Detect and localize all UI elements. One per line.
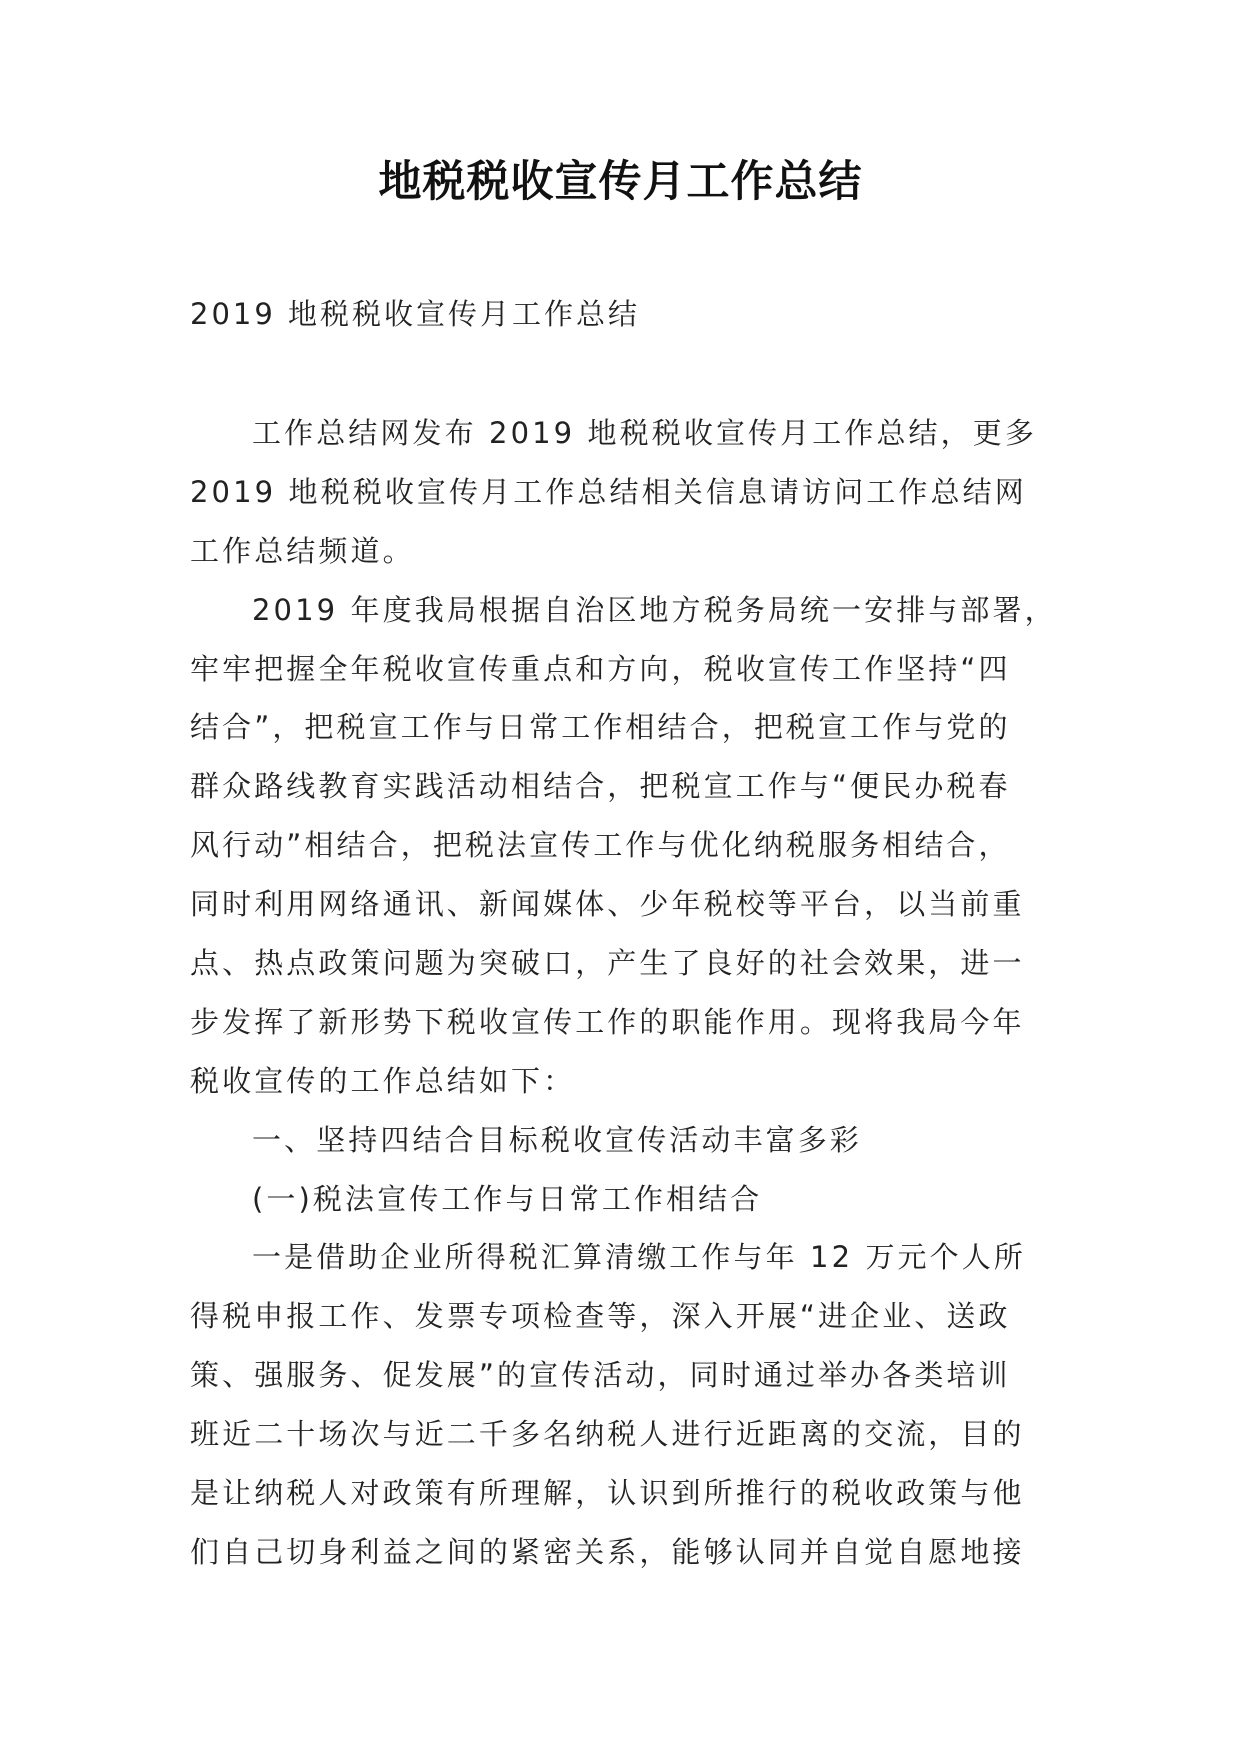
body-line: 是让纳税人对政策有所理解，认识到所推行的税收政策与他 [190,1476,1025,1511]
body-line: 们自己切身利益之间的紧密关系，能够认同并自觉自愿地接 [190,1534,1025,1569]
body-line: 同时利用网络通讯、新闻媒体、少年税校等平台，以当前重 [190,887,1025,922]
body-line: 步发挥了新形势下税收宣传工作的职能作用。现将我局今年 [190,1004,1025,1039]
body-line: 一、坚持四结合目标税收宣传活动丰富多彩 [252,1122,862,1157]
body-line: 2019 地税税收宣传月工作总结相关信息请访问工作总结网 [190,474,1027,509]
body-line: 结合”，把税宣工作与日常工作相结合，把税宣工作与党的 [190,710,1011,745]
body-line: 一是借助企业所得税汇算清缴工作与年 12 万元个人所 [252,1240,1026,1275]
document-title: 地税税收宣传月工作总结 [378,157,863,207]
body-line: 牢牢把握全年税收宣传重点和方向，税收宣传工作坚持“四 [190,651,1011,686]
body-line: 工作总结频道。 [190,533,415,568]
body-line: 税收宣传的工作总结如下： [190,1063,576,1098]
body-line: 得税申报工作、发票专项检查等，深入开展“进企业、送政 [190,1299,1011,1334]
document-body [190,404,1057,1582]
body-line: 风行动”相结合，把税法宣传工作与优化纳税服务相结合， [190,828,1011,863]
document-subtitle: 2019 地税税收宣传月工作总结 [190,297,641,331]
body-line: 班近二十场次与近二千多名纳税人进行近距离的交流，目的 [190,1417,1025,1452]
body-line: 2019 年度我局根据自治区地方税务局统一安排与部署， [252,592,1057,627]
body-line: 策、强服务、促发展”的宣传活动，同时通过举办各类培训 [190,1358,1011,1393]
body-line: 点、热点政策问题为突破口，产生了良好的社会效果，进一 [190,946,1025,981]
body-line: 群众路线教育实践活动相结合，把税宣工作与“便民办税春 [190,769,1011,804]
body-line: 工作总结网发布 2019 地税税收宣传月工作总结，更多 [252,416,1037,450]
body-line: (一)税法宣传工作与日常工作相结合 [252,1181,763,1216]
